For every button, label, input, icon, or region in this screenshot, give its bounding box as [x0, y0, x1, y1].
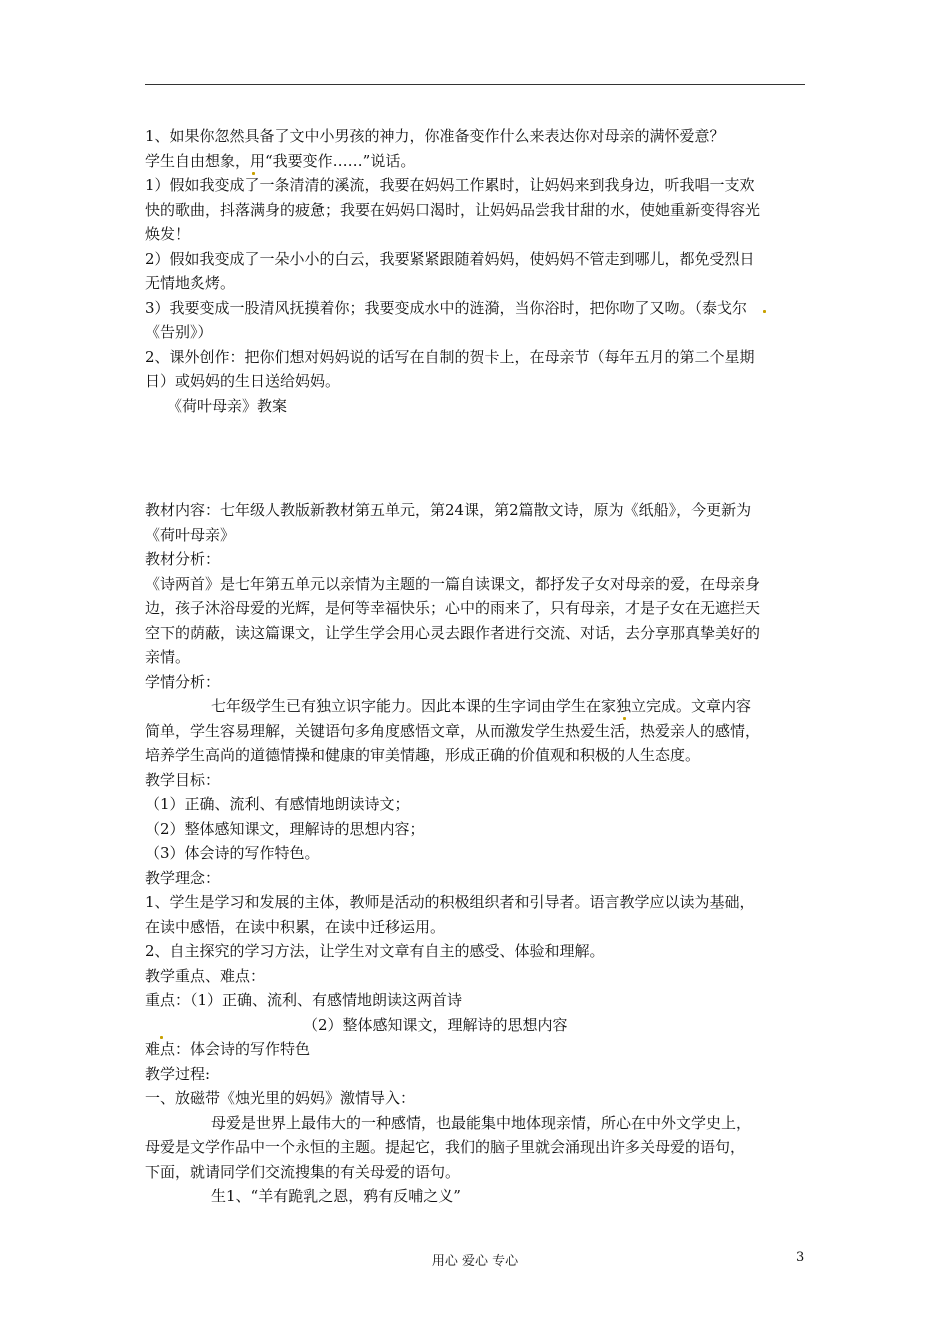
annotation-mark: [763, 310, 766, 313]
text-line: 快的歌曲，抖落满身的疲惫；我要在妈妈口渴时，让妈妈品尝我甘甜的水，使她重新变得容光: [145, 200, 761, 219]
section-heading: 教学目标：: [145, 770, 221, 789]
annotation-mark: [623, 717, 626, 720]
text-line: 3）我要变成一股清风抚摸着你；我要变成水中的涟漪，当你浴时，把你吻了又吻。（泰戈尔: [145, 298, 748, 317]
text-line: 亲情。: [145, 648, 191, 666]
section-heading: 教材分析：: [145, 550, 221, 568]
footer-slogan: 用心 爱心 专心: [431, 1254, 519, 1269]
text-line: 母爱是文学作品中一个永恒的主题。提起它，我们的脑子里就会涌现出许多关母爱的语句，: [145, 1138, 746, 1156]
text-line: 培养学生高尚的道德情操和健康的审美情趣，形成正确的价值观和积极的人生态度。: [145, 746, 701, 764]
section-heading: 教学过程:: [145, 1064, 211, 1083]
text-line: 学生自由想象，用“我要变作……”说话。: [145, 151, 416, 170]
text-line: 2、自主探究的学习方法，让学生对文章有自主的感受、体验和理解。: [145, 942, 605, 960]
text-line: 简单，学生容易理解，关键语句多角度感悟文章，从而激发学生热爱生活，热爱亲人的感情，: [145, 721, 761, 740]
text-line: 焕发！: [145, 225, 191, 243]
text-line: 2）假如我变成了一朵小小的白云，我要紧紧跟随着妈妈，使妈妈不管走到哪儿，都免受烈日: [145, 249, 755, 268]
text-line: 日）或妈妈的生日送给妈妈。: [145, 372, 341, 390]
text-line: 在读中感悟，在读中积累，在读中迁移运用。: [145, 917, 446, 936]
text-line: 1、学生是学习和发展的主体，教师是活动的积极组织者和引导者。语言教学应以读为基础，: [145, 893, 755, 911]
text-line: 无情地炙烤。: [145, 274, 236, 292]
text-line: （2）整体感知课文，理解诗的思想内容: [303, 1015, 568, 1034]
section-heading: 教学理念：: [145, 868, 221, 887]
annotation-mark: [252, 172, 255, 175]
list-item: （3）体会诗的写作特色。: [145, 844, 320, 862]
list-item: （2）整体感知课文，理解诗的思想内容；: [145, 819, 425, 838]
text-line: 下面，就请同学们交流搜集的有关母爱的语句。: [145, 1162, 461, 1181]
text-line: 1）假如我变成了一条清清的溪流，我要在妈妈工作累时，让妈妈来到我身边，听我唱一支欢: [145, 176, 755, 194]
text-line: 2、课外创作：把你们想对妈妈说的话写在自制的贺卡上，在母亲节（每年五月的第二个星期: [145, 347, 755, 366]
header-rule: [145, 84, 805, 85]
text-line: 生1、“羊有跪乳之恩，鸦有反哺之义”: [211, 1187, 461, 1205]
text-line: 空下的荫蔽，读这篇课文，让学生学会用心灵去跟作者进行交流、对话，去分享那真挚美好的: [145, 623, 761, 642]
section-heading: 教学重点、难点：: [145, 966, 266, 985]
text-line: 1、如果你忽然具备了文中小男孩的神力，你准备变作什么来表达你对母亲的满怀爱意？: [145, 127, 725, 145]
text-line: 《诗两首》是七年第五单元以亲情为主题的一篇自读课文，都抒发子女对母亲的爱，在母亲身: [145, 574, 761, 593]
text-line: 《告别》）: [145, 323, 213, 341]
section-heading: 学情分析：: [145, 672, 221, 691]
text-line: 一、放磁带《烛光里的妈妈》激情导入：: [145, 1089, 416, 1107]
text-line: 重点：（1）正确、流利、有感情地朗读这两首诗: [145, 991, 463, 1009]
annotation-mark: [160, 1036, 163, 1039]
lesson-plan-title: 《荷叶母亲》教案: [167, 396, 288, 415]
text-line: 教材内容：七年级人教版新教材第五单元，第24课，第2篇散文诗，原为《纸船》，今更新为: [145, 501, 752, 519]
text-line: 七年级学生已有独立识字能力。因此本课的生字词由学生在家独立完成。文章内容: [211, 697, 752, 715]
page-footer: [0, 1250, 950, 1270]
document-body: [145, 124, 810, 1209]
text-line: 《荷叶母亲》: [145, 525, 236, 544]
list-item: （1）正确、流利、有感情地朗读诗文；: [145, 795, 410, 813]
page-number: 3: [796, 1250, 805, 1265]
text-line: 边，孩子沐浴母爱的光辉，是何等幸福快乐；心中的雨来了，只有母亲，才是子女在无遮拦天: [145, 599, 761, 617]
text-line: 难点：体会诗的写作特色: [145, 1040, 311, 1058]
text-line: 母爱是世界上最伟大的一种感情，也最能集中地体现亲情，所心在中外文学史上，: [211, 1113, 752, 1132]
